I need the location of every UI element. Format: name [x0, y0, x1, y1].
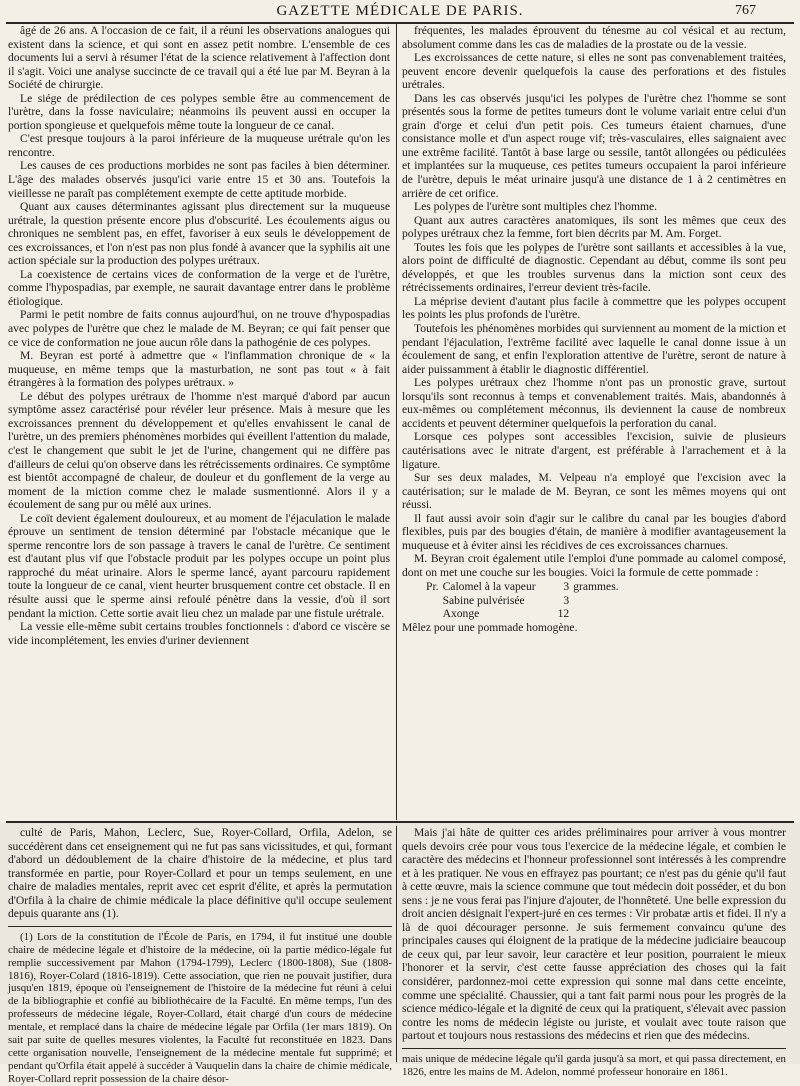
ingredient-name: Sabine pulvérisée — [442, 593, 525, 607]
paragraph: Le siége de prédilection de ces polypes semble être au commencement de l'urètre, dans la fosse naviculaire; néanmoins ils peuvent aussi en occuper la portion spongieuse et quelquefois même toute la longueur de ce canal. — [8, 91, 390, 132]
upper-right-column — [402, 24, 786, 820]
ingredient-name: Axonge — [442, 606, 480, 620]
paragraph: Toutefois les phénomènes morbides qui surviennent au moment de la miction et pendant l'éjaculation, l'extrême facilité avec laquelle le canal donne issue à un écoulement de sang, et enfin l'exploration attentive de l'urètre, seront de nature à aider puissamment à établir le diagnostic différentiel. — [402, 322, 786, 376]
ingredient-quantity: 12 — [557, 606, 570, 620]
upper-left-column — [8, 24, 390, 820]
recipe-row — [426, 607, 623, 620]
paragraph: Toutes les fois que les polypes de l'urètre sont saillants et accessibles à la vue, alors point de difficulté de diagnostic. Cependant au début, comme ils sont peu développés, et que les troubles survenus dans la miction sont ceux des rétrécissements ordinaires, l'erreur devient très-facile. — [402, 240, 786, 295]
pommade-recipe — [426, 580, 623, 620]
lower-right-column — [402, 826, 786, 1078]
ingredient-quantity: 3 — [563, 593, 570, 607]
column-divider-lower — [396, 826, 397, 1062]
paragraph: Quant aux autres caractères anatomiques, ils sont les mêmes que ceux des polypes urétraux chez la femme, fort bien décrits par M. Am. Forget. — [402, 213, 786, 241]
lower-left-paragraph: culté de Paris, Mahon, Leclerc, Sue, Royer-Collard, Orfila, Adelon, se succédèrent dans cet enseignement qui ne fut pas sans vicissitudes, et qui, formant d'abord un dédoublement de la chaire d'histoire de la médecine, et plus tard transformée en partie, pour Royer-Collard et pour un temps seulement, en une chaire de maladies mentales, reprit avec cet esprit d'élite, et après la permutation d'Orfila à la chaire de chimie médicale la place définitive qu'il occupe seulement depuis quarante ans (1). — [8, 826, 392, 921]
recipe-row — [426, 580, 623, 593]
paragraph: M. Beyran est porté à admettre que « l'inflammation chronique de « la muqueuse, en même temps que la masturbation, ne sont pas tout « à fait étrangères à la formation des polypes urétraux. » — [8, 349, 390, 390]
paragraph: Le coït devient également douloureux, et au moment de l'éjaculation le malade éprouve un sentiment de tension déterminé par l'obstacle mécanique que le sperme rencontre lors de son passage à travers le canal de l'urètre. Ce sentiment est d'autant plus vif que l'obstacle produit par les polypes occupe un point plus rapproché du méat urinaire. Alors le sperme lancé, ayant parcouru rapidement toute la longueur de ce canal, vient heurter brusquement contre cet obstacle. Il en résulte aussi que le sperme ainsi refoulé pénètre dans la vessie, d'où il sort pendant la miction. Cette sortie avait lieu chez un malade par une fistule urétrale. — [8, 511, 390, 620]
ingredient-unit — [573, 594, 622, 607]
paragraph: La vessie elle-même subit certains troubles fonctionnels : d'abord ce viscère se vide incomplétement, les envies d'uriner deviennent — [8, 620, 390, 647]
footnote-rule — [8, 926, 392, 927]
recipe-row — [426, 594, 623, 607]
paragraph: Les polypes urétraux chez l'homme n'ont pas un pronostic grave, surtout lorsqu'ils sont reconnus à temps et convenablement traités. Mais, abandonnés à eux-mêmes ou complétement méconnus, ils deviennent la cause de nombreux accidents et peuvent déterminer quelquefois la perforation du canal. — [402, 376, 786, 430]
paragraph: Lorsque ces polypes sont accessibles l'excision, suivie de plusieurs cautérisations avec le nitrate d'argent, est préférable à l'arrachement et à la ligature. — [402, 430, 786, 471]
ingredient-quantity: 3 — [563, 580, 570, 594]
paragraph: La méprise devient d'autant plus facile à commettre que les polypes occupent les points les plus profonds de l'urètre. — [402, 294, 786, 322]
paragraph: Le début des polypes urétraux de l'homme n'est marqué d'abord par aucun symptôme assez caractérisé pour révéler leur présence. Mais à mesure que les excroissances prennent du développement et qu'elles envahissent le canal de l'urètre, un des premiers phénomènes morbides qui éveillent l'attention du malade, c'est le changement que subit le jet de l'urine, changement qui ne diffère pas d'ailleurs de celui qu'on observe dans les rétrécissements ordinaires. Ce symptôme est bientôt accompagné de chaleur, de douleur et du gonflement de la verge au moment de la miction comme chez le malade susmentionné. Alors il y a écoulement de sang pur ou mêlé aux urines. — [8, 389, 390, 512]
page-header — [0, 0, 800, 22]
recipe-prefix: Pr. — [426, 580, 439, 594]
ingredient-unit: grammes. — [573, 580, 619, 594]
recipe-instruction: Mêlez pour une pommade homogène. — [402, 621, 578, 635]
continuation-rule — [402, 1048, 786, 1049]
footnote-continuation: mais unique de médecine légale qu'il garda jusqu'à sa mort, et qui passa directement, en 1826, entre les mains de M. Adelon, nommé professeur honoraire en 1861. — [402, 1052, 786, 1078]
column-divider-upper — [396, 24, 397, 820]
paragraph: La coexistence de certains vices de conformation de la verge et de l'urètre, comme l'hypospadias, par exemple, ne saurait davantage entrer dans le problème étiologique. — [8, 267, 390, 308]
paragraph: Quant aux causes déterminantes agissant plus directement sur la muqueuse urétrale, la question présente encore plus d'obscurité. Les écoulements aigus ou chroniques ne semblent pas, en effet, favoriser à eux seuls le développement de ces excroissances, et l'on n'est pas non plus fondé à avancer que la syphilis ait une action spéciale sur la production des polypes urétraux. — [8, 200, 390, 268]
paragraph: Les causes de ces productions morbides ne sont pas faciles à bien déterminer. L'âge des malades observés jusqu'ici varie entre 15 et 30 ans. Toutefois la vieillesse ne paraît pas complétement exempte de cette aptitude morbide. — [8, 159, 390, 200]
paragraph: Dans les cas observés jusqu'ici les polypes de l'urètre chez l'homme se sont présentés sous la forme de petites tumeurs dont le volume variait entre celui d'un grain d'orge et celui d'un petit pois. Ces tumeurs étaient charnues, d'une consistance molle et d'un aspect rouge vif; très-vasculaires, elles saignaient avec une extrême facilité. Tantôt à base large ou sessile, tantôt allongées ou pédiculées et implantées sur la muqueuse, ces petites tumeurs occupaient la paroi inférieure de l'urètre, depuis le méat urinaire jusqu'à une distance de 1 à 2 centimètres en arrière de cet orifice. — [402, 91, 786, 200]
journal-title: GAZETTE MÉDICALE DE PARIS. — [276, 3, 524, 19]
ingredient-unit — [573, 607, 622, 620]
paragraph: Il faut aussi avoir soin d'agir sur le calibre du canal par les bougies d'abord flexibles, puis par des bougies d'étain, de manière à modifier avantageusement la muqueuse et à éviter ainsi les récidives de ces excroissances charnues. — [402, 511, 786, 552]
paragraph: âgé de 26 ans. A l'occasion de ce fait, il a réuni les observations analogues qui existent dans la science, et qui sont en assez petit nombre. L'ensemble de ces documents lui a servi à résumer l'état de la science relativement à l'affection dont il s'agit. Voici une analyse succincte de ce travail qui a été lue par M. Beyran à la Société de chirurgie. — [8, 24, 390, 92]
paragraph: Les excroissances de cette nature, si elles ne sont pas convenablement traitées, peuvent encore devenir quelquefois la cause des perforations et des fistules urétrales. — [402, 51, 786, 92]
footnote: (1) Lors de la constitution de l'École de Paris, en 1794, il fut institué une double chaire de médecine légale et d'histoire de la médecine, où la partie médico-légale fut remplie successivement par Mahon (1794-1799), Leclerc (1800-1808), Sue (1808-1816), Royer-Colard (1816-1819). Cette association, que rien ne pouvait justifier, dura jusqu'en 1819, époque où l'enseignement de l'histoire de la médecine fut réuni à celui de la bibliographie et confié au bibliothécaire de la Faculté. En même temps, l'un des professeurs de médecine légale, Royer-Collard, était chargé d'un cours de médecine mentale, et remplacé dans la chaire de médecine légale par Orfila (1er mars 1819). On sait par suite de quelles mesures violentes, la Faculté fut reconstituée en 1823. Dans cette organisation nouvelle, l'enseignement de la médecine mentale fut supprimé; et pendant qu'Orfila était appelé à succéder à Vauquelin dans la chaire de chimie médicale, Royer-Collard reprit possession de la chaire désor- — [8, 930, 392, 1085]
paragraph: Les polypes de l'urètre sont multiples chez l'homme. — [414, 200, 658, 214]
lower-right-paragraph: Mais j'ai hâte de quitter ces arides préliminaires pour arriver à vous montrer quels devoirs crée pour vous tous l'exercice de la médecine légale, et combien le caractère des médecins et l'honneur professionnel sont intéressés à les comprendre et à les pratiquer. Ne vous en effrayez pas pourtant; ce n'est pas du génie qu'il faut à cette œuvre, mais la science commune que tout médecin doit posséder, et du bon sens : je ne vous ferai pas l'injure d'ajouter, de l'honnêteté. Une belle expression du droit ancien désignait l'expert-juré en ces termes : Vir probatæ artis et fidei. Il n'y a là de quoi décourager personne. Je suis fermement convaincu qu'une des principales causes qui éloignent de la pratique de la médecine judiciaire beaucoup de ceux qui, par leur savoir, leur caractère et leur position, pourraient le mieux l'honorer et la servir, c'est cette fausse appréciation des choses qui la fait considérer, pardonnez-moi cette expression qui sonne mal dans cette enceinte, comme une spécialité. Chaussier, qui a tant fait parmi nous pour les progrès de la science médico-légale et la dignité de ceux qui la pratiquent, s'élevait avec passion contre les noms de médecin légiste ou juriste, et voulait avec toute raison que partout et toujours nous restassions des médecins et rien que des médecins. — [402, 826, 786, 1043]
paragraph: C'est presque toujours à la paroi inférieure de la muqueuse urétrale qu'on les rencontre. — [8, 132, 390, 159]
ingredient-name: Calomel à la vapeur — [442, 580, 536, 594]
paragraph: Sur ses deux malades, M. Velpeau n'a employé que l'excision avec la cautérisation; sur le malade de M. Beyran, ce sont les mêmes moyens qui ont réussi. — [402, 471, 786, 512]
paragraph: fréquentes, les malades éprouvent du ténesme au col vésical et au rectum, absolument comme dans les cas de maladies de la prostate ou de la vessie. — [402, 24, 786, 51]
paragraph: Parmi le petit nombre de faits connus aujourd'hui, on ne trouve d'hypospadias avec polypes de l'urètre que chez le malade de M. Beyran; ce qui fait penser que ce vice de conformation ne joue aucun rôle dans la pathogénie de ces polypes. — [8, 308, 390, 349]
section-rule-top — [6, 821, 794, 823]
lower-left-column — [8, 826, 392, 1085]
page-number: 767 — [735, 3, 756, 18]
paragraph: M. Beyran croit également utile l'emploi d'une pommade au calomel composé, dont on met une couche sur les bougies. Voici la formule de cette pommade : — [402, 552, 786, 579]
